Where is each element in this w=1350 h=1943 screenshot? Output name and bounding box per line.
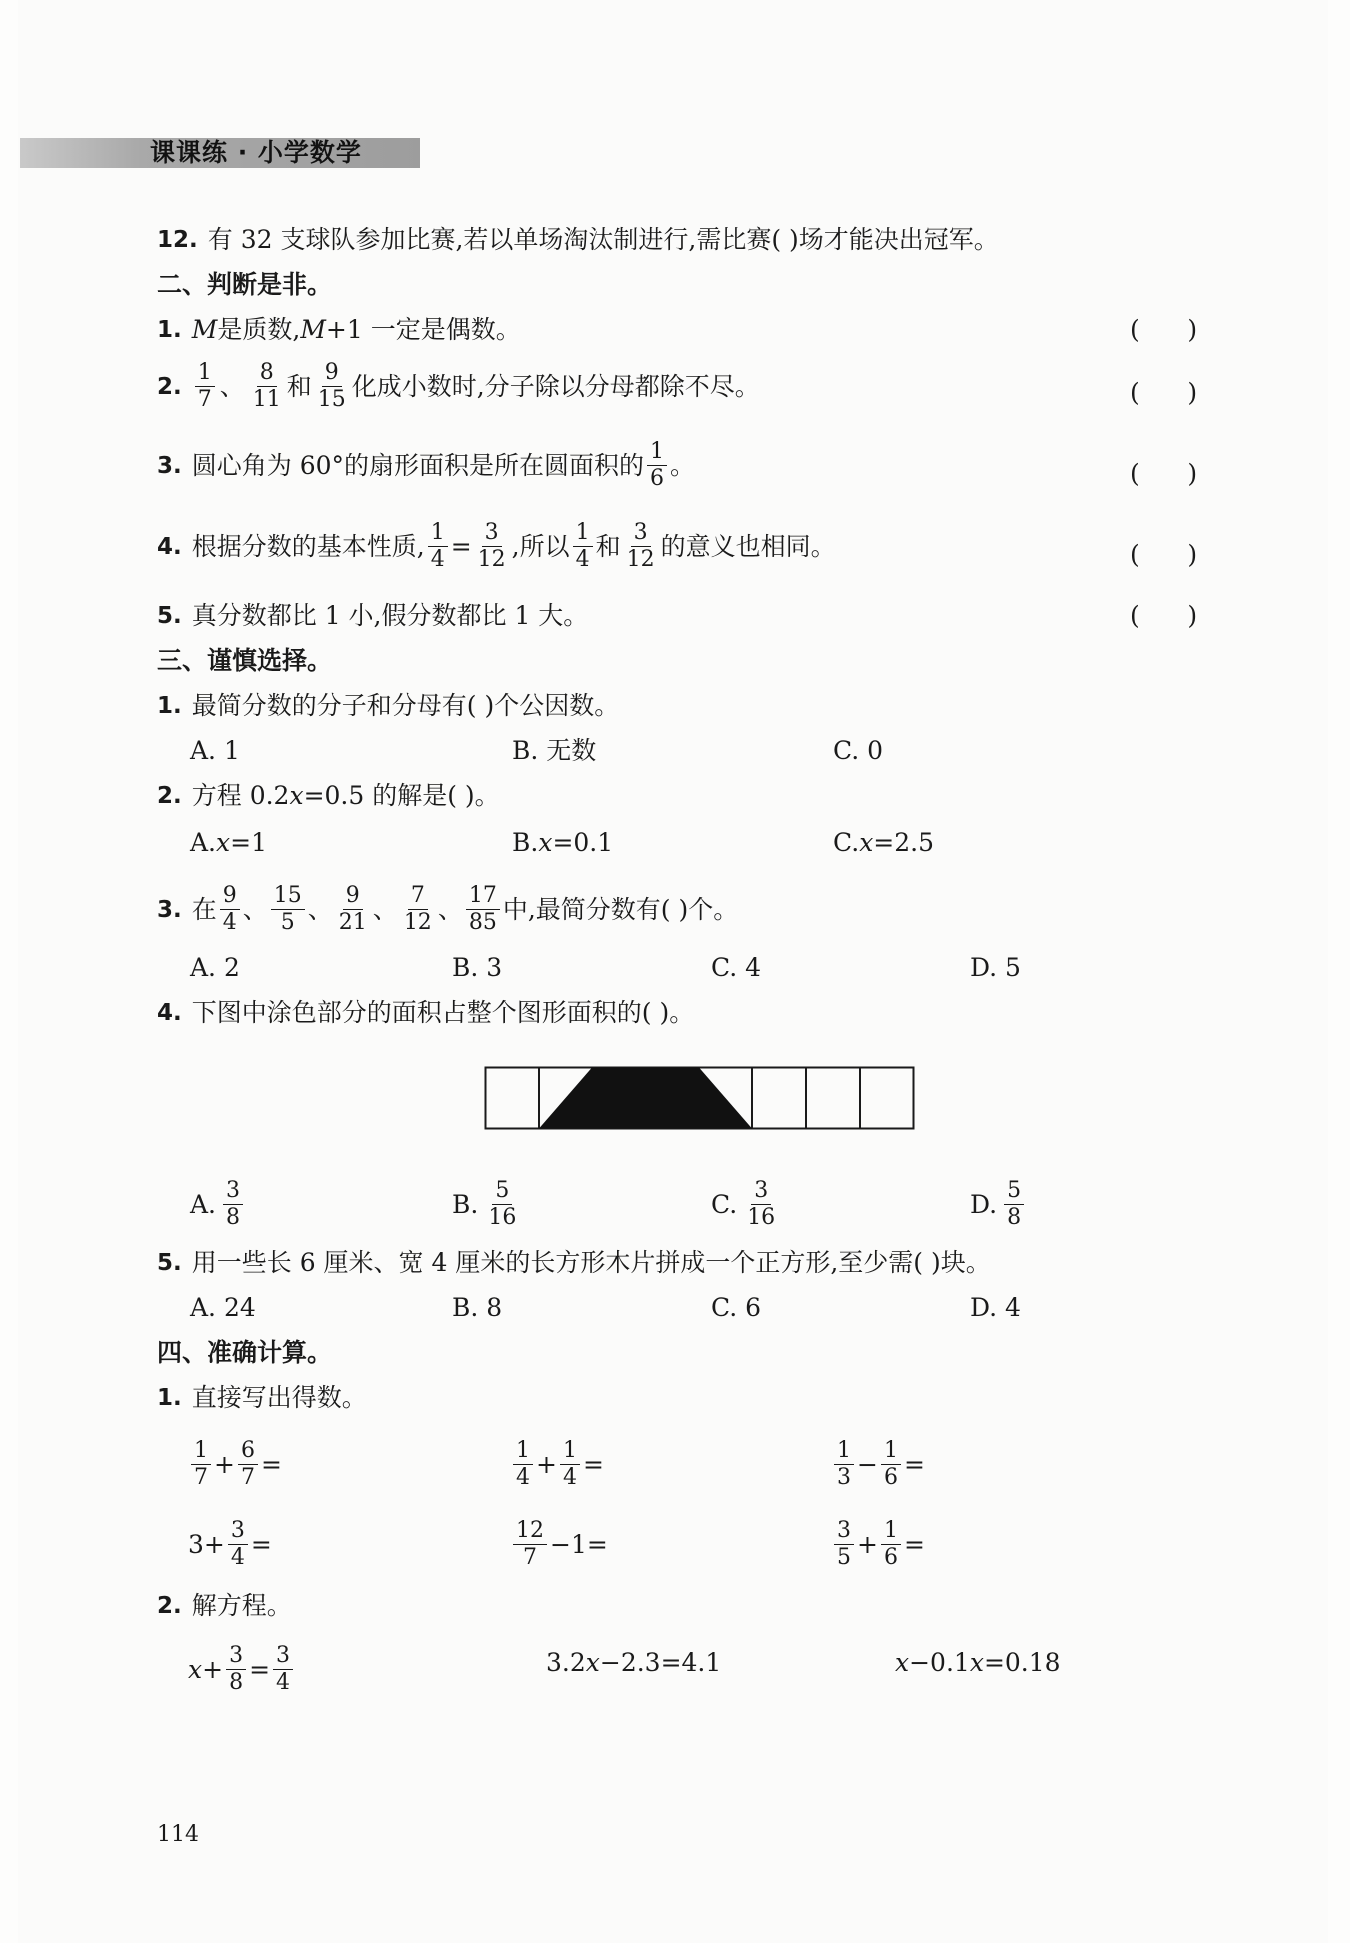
option-d[interactable]: D. $\frac{5}{8}$ bbox=[970, 1180, 1027, 1229]
option-b[interactable]: B. x =0.1 bbox=[512, 828, 614, 857]
answer-paren-1[interactable]: ( ) bbox=[1130, 315, 1198, 344]
option-b[interactable]: B. 无数 bbox=[512, 736, 597, 765]
expression-6: $\frac{3}{5}$ + $\frac{1}{6}$ = bbox=[831, 1520, 925, 1569]
choice-question-3: 3. 在 $\frac{9}{4}$ 、 $\frac{15}{5}$ 、 $\frac{9}{21}$ 、 $\frac{7}{12}$ 、 $\frac{17}{85}$ 中,最简分数有( )个。 bbox=[157, 883, 739, 935]
option-c[interactable]: C. 4 bbox=[711, 953, 762, 982]
option-d[interactable]: D. 4 bbox=[970, 1293, 1021, 1322]
option-a[interactable]: A. 1 bbox=[190, 736, 240, 765]
expression-4: 3+ $\frac{3}{4}$ = bbox=[188, 1518, 272, 1570]
answer-paren-2[interactable]: ( ) bbox=[1130, 378, 1198, 407]
expression-2: $\frac{1}{4}$ + $\frac{1}{4}$ = bbox=[510, 1440, 604, 1489]
judge-item-2: 2. $\frac{1}{7}$ 、 $\frac{8}{11}$ 和 $\frac{9}{15}$ 化成小数时,分子除以分母都除不尽。 bbox=[157, 360, 760, 412]
option-b[interactable]: B. $\frac{5}{16}$ bbox=[452, 1178, 517, 1230]
expression-1: $\frac{1}{7}$ + $\frac{6}{7}$ = bbox=[188, 1440, 282, 1489]
fraction: $\frac{9}{4}$ bbox=[220, 885, 240, 934]
choice-question-4: 4. 下图中涂色部分的面积占整个图形面积的( )。 bbox=[157, 998, 695, 1027]
page-number: 114 bbox=[157, 1822, 199, 1847]
option-a[interactable]: A. $\frac{3}{8}$ bbox=[190, 1180, 246, 1229]
judge-item-3: 3. 圆心角为 60°的扇形面积是所在圆面积的 $\frac{1}{6}$ 。 bbox=[157, 439, 696, 491]
option-c[interactable]: C. 6 bbox=[711, 1293, 762, 1322]
fraction: $\frac{9}{21}$ bbox=[338, 883, 367, 935]
fraction: $\frac{8}{11}$ bbox=[252, 360, 281, 412]
option-d[interactable]: D. 5 bbox=[970, 953, 1021, 982]
fraction: $\frac{7}{12}$ bbox=[403, 883, 432, 935]
judge-item-1: 1. M 是质数, M +1 一定是偶数。 bbox=[157, 315, 521, 344]
answer-paren-3[interactable]: ( ) bbox=[1130, 459, 1198, 488]
fraction: $\frac{1}{4}$ bbox=[573, 522, 593, 571]
choice-question-5: 5. 用一些长 6 厘米、宽 4 厘米的长方形木片拼成一个正方形,至少需( )块。 bbox=[157, 1248, 991, 1277]
answer-paren-5[interactable]: ( ) bbox=[1130, 601, 1198, 630]
equation-1: x + $\frac{3}{8}$ = $\frac{3}{4}$ bbox=[188, 1645, 296, 1694]
answer-paren-4[interactable]: ( ) bbox=[1130, 540, 1198, 569]
header-title: 课课练 · 小学数学 bbox=[150, 138, 362, 167]
fraction: $\frac{1}{7}$ bbox=[195, 362, 215, 411]
choice-question-1: 1. 最简分数的分子和分母有( )个公因数。 bbox=[157, 691, 620, 720]
fraction: $\frac{1}{6}$ bbox=[647, 441, 667, 490]
judge-item-5: 5. 真分数都比 1 小,假分数都比 1 大。 bbox=[157, 601, 589, 630]
fraction: $\frac{3}{12}$ bbox=[477, 520, 506, 572]
section-3-title: 三、谨慎选择。 bbox=[157, 646, 333, 675]
equation-3: x −0.1 x =0.18 bbox=[895, 1648, 1061, 1677]
option-c[interactable]: C. x =2.5 bbox=[833, 828, 935, 857]
choice-question-2: 2. 方程 0.2 x =0.5 的解是( )。 bbox=[157, 781, 500, 810]
option-a[interactable]: A. 2 bbox=[190, 953, 240, 982]
option-c[interactable]: C. $\frac{3}{16}$ bbox=[711, 1178, 776, 1230]
expression-3: $\frac{1}{3}$ − $\frac{1}{6}$ = bbox=[831, 1440, 925, 1489]
section-4-title: 四、准确计算。 bbox=[157, 1338, 333, 1367]
question-12: 12. 有 32 支球队参加比赛,若以单场淘汰制进行,需比赛( )场才能决出冠军。 bbox=[157, 225, 999, 254]
option-b[interactable]: B. 8 bbox=[452, 1293, 503, 1322]
option-c[interactable]: C. 0 bbox=[833, 736, 884, 765]
option-b[interactable]: B. 3 bbox=[452, 953, 503, 982]
judge-item-4: 4. 根据分数的基本性质, $\frac{1}{4}$ = $\frac{3}{12}$ ,所以 $\frac{1}{4}$ 和 $\frac{3}{12}$ 的意义也相同。 bbox=[157, 520, 836, 572]
fraction: $\frac{1}{4}$ bbox=[428, 522, 448, 571]
fraction: $\frac{15}{5}$ bbox=[271, 885, 305, 934]
section-2-title: 二、判断是非。 bbox=[157, 270, 333, 299]
fraction: $\frac{17}{85}$ bbox=[466, 885, 500, 934]
option-a[interactable]: A. x =1 bbox=[190, 828, 267, 857]
option-a[interactable]: A. 24 bbox=[190, 1293, 256, 1322]
expression-5: $\frac{12}{7}$ −1= bbox=[510, 1520, 608, 1569]
equation-2: 3.2 x −2.3=4.1 bbox=[546, 1648, 722, 1677]
shaded-trapezoid bbox=[539, 1068, 752, 1129]
fraction: $\frac{9}{15}$ bbox=[317, 360, 346, 412]
fraction: $\frac{3}{12}$ bbox=[626, 520, 655, 572]
calc-question-1: 1. 直接写出得数。 bbox=[157, 1383, 367, 1412]
calc-question-2: 2. 解方程。 bbox=[157, 1591, 292, 1620]
shaded-grid-figure bbox=[484, 1066, 916, 1132]
